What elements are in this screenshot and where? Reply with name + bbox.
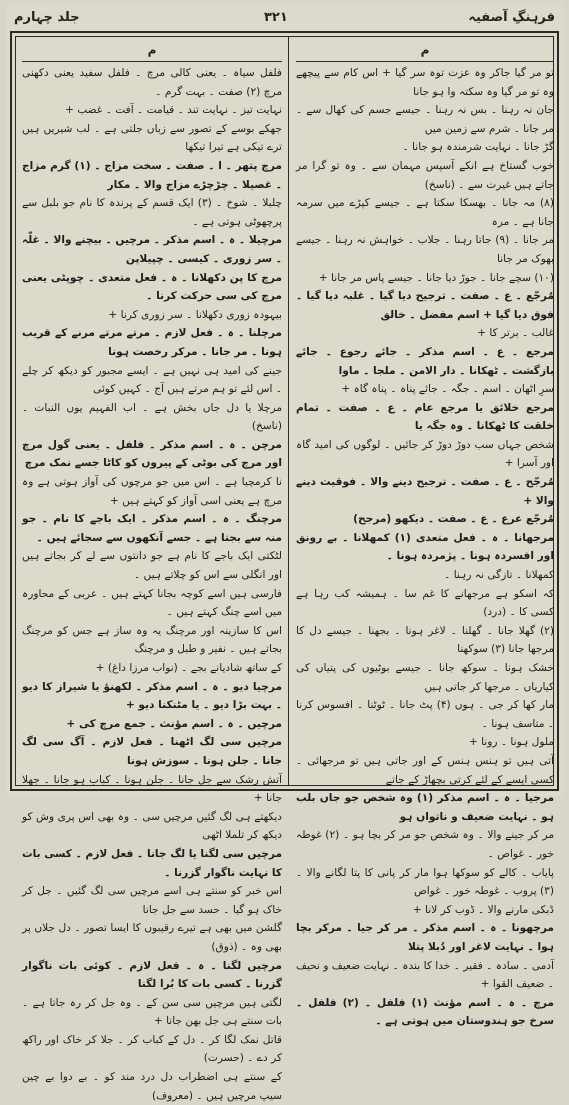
- dictionary-entry: چلبلا ۔ شوخ ۔ (۳) ایک قسم کے پرندہ کا نام جو بلبل سے پرچھوٹی ہوتی ہے ۔: [22, 197, 282, 228]
- right-column: [296, 41, 555, 1028]
- dictionary-entry: مرچیں لگنا ۔ ہ ۔ فعل لازم ۔ کوئی بات ناگوار گزرنا ۔ کسی بات کا بُرا لگنا: [22, 959, 282, 991]
- dictionary-entry: جینے کی امید ہی نہیں ہے ۔ ایسے مجبور کو دیکھ کر چلے ۔ اس لئے تو ہم مرتے ہیں آج ۔ کہیں کوئی: [22, 364, 282, 396]
- volume-label: جلد چہارم: [14, 10, 80, 25]
- dictionary-entry: قاتل نمک لگا کر ۔ دل کے کباب کر ۔ جلا کر خاک اور راکھ کر دے ۔ (حسرت): [22, 1033, 282, 1065]
- dictionary-entry: مرچن ۔ ہ ۔ اسم مذکر ۔ فلفل ۔ یعنی گول مرچ اور مرچ کی بوٹی کے پیروں کو کاٹا جسے نمک مرچ: [22, 438, 282, 470]
- dictionary-entry: آدمی ۔ سادہ ۔ فقیر ۔ خدا کا بندہ ۔ نہایت ضعیف و نحیف ۔ ضعیف القوا +: [296, 959, 554, 991]
- dictionary-entry: مرجع خلائق یا مرجع عام ۔ ع ۔ صفت ۔ تمام خلقت کا ٹھکانا ۔ وہ جگہ یا: [296, 401, 554, 433]
- dictionary-entry: (۱۰) سچے جانا ۔ جوڑ دیا جانا ۔ جیسے پاس مر جانا +: [318, 271, 554, 284]
- column-divider: [288, 37, 289, 785]
- dictionary-entry: مرجیا ۔ ہ ۔ اسم مذکر (۱) وہ شخص جو جاں بلب ہو ۔ نہایت ضعیف و ناتواں ہو: [296, 792, 555, 823]
- dictionary-entry: کے سنتے ہی اضطراب دل درد مند کو ۔ بے دوا بے چین سیپ مرچیں ہیں ۔ (معروف): [22, 1071, 282, 1102]
- dictionary-entry: فلفل سیاہ ۔ یعنی کالی مرچ ۔ فلفل سفید یعنی دکھنی مرچ (۲) صفت ۔ بہت گرم ۔: [22, 67, 282, 98]
- dictionary-entry: شخص جہاں سب دوڑ دوڑ کر جائیں ۔ لوگوں کی امید گاہ اور آسرا +: [296, 438, 554, 470]
- dictionary-entry: (۲) گھلا جانا ۔ گھلنا ۔ لاغر ہونا ۔ بجھنا ۔ جیسے دل کا مرجھا جانا (۳) سوکھنا: [296, 624, 554, 656]
- page-number: ۳۲۱: [264, 10, 288, 25]
- dictionary-entry: لگتی ہیں مرچیں سی سن کے ۔ وہ جل کر رہ جاتا ہے ۔ بات سنتے ہی جل بھن جانا +: [22, 996, 282, 1028]
- dictionary-entry: آتش رشک سے جل جانا ۔ جلن ہونا ۔ کباب ہو جانا ۔ جھلا جانا +: [22, 773, 282, 805]
- right-column-entries: [296, 64, 554, 1031]
- dictionary-entry: خشک ہونا ۔ سوکھ جانا ۔ جیسے بوٹیوں کی پتیاں کی کیاریاں ۔ مرجھا کر جاتی ہیں: [296, 662, 554, 693]
- dictionary-entry: مرچیا دیو ۔ ہ ۔ اسم مذکر ۔ لکھنؤ یا شیراز کا دیو ۔ بہت بڑا دیو ۔ یا مٹنکنا دیو +: [22, 680, 282, 712]
- left-column-heading: م: [22, 41, 282, 62]
- dictionary-entry: مرچھونا ۔ ہ ۔ اسم مذکر ۔ مر کر جیا ۔ مرکر بچا ہوا ۔ نہایت لاغر اور دُبلا پتلا: [296, 922, 554, 953]
- left-column: [22, 41, 282, 1102]
- dictionary-entry: مرجع ۔ ع ۔ اسم مذکر ۔ جائے رجوع ۔ جائے بازگشت ۔ ٹھکانا ۔ دار الامن ۔ ملجا ۔ ماوا: [296, 345, 554, 377]
- dictionary-entry: پایاب ۔ کالے کو سوکھا ہوا مار کر پانی کا پتا لگانے والا ۔ (۳) پروب ۔ غوطہ خور ۔ غواص: [296, 866, 554, 898]
- dictionary-entry: مرچیں سی لگ اٹھنا ۔ فعل لازم ۔ آگ سی لگ جانا ۔ جلن ہونا ۔ سوزش ہونا: [22, 736, 282, 767]
- text-frame: [10, 31, 559, 1102]
- book-title: فرہنگِ آصفیہ: [468, 10, 555, 25]
- dictionary-entry: مُرجّع ۔ ع ۔ صفت ۔ ترجیح دیا گیا ۔ غلبہ دیا گیا ۔ فوق دیا گیا + اسم مفضل ۔ خالق: [296, 290, 554, 321]
- dictionary-entry: تو مر گیا جاکر وہ عزت توہ سر گیا + اس کام سے پیچھے وہ تو مر گیا وہ سکتہ وا ہو جانا: [296, 67, 554, 98]
- dictionary-entry: جان نہ رہنا ۔ بس نہ رہنا ۔ جیسے جسم کی کھال سے ۔ مر جانا ۔ شرم سے زمین میں: [296, 104, 554, 135]
- dictionary-entry: اس خبر کو سنتے ہی اسے مرچیں سی لگ گئیں ۔ جل کر خاک ہو گیا ۔ حسد سے جل جانا: [22, 885, 282, 916]
- dictionary-entry: مرچ کا پن دکھلانا ۔ ہ ۔ فعل متعدی ۔ چوپٹی یعنی مرچ کی سی حرکت کرنا ۔: [22, 271, 282, 303]
- dictionary-entry: جھکے بوسے کے تصور سے زباں جلتی ہے ۔ لب شیریں ہیں ترے تیکی ہے تیرا تیکھا: [22, 122, 282, 154]
- dictionary-entry: مُرجّع عرع ۔ ع ۔ صفت ۔ دیکھو (مرجح): [353, 513, 554, 526]
- dictionary-entry: مرچیں ۔ ہ ۔ اسم مؤنث ۔ جمع مرچ کی +: [66, 717, 282, 730]
- dictionary-entry: خوب گستاخ ہے انکے آسپس مہمان سے ۔ وہ تو گرا مر جاتے ہیں غیرت سے ۔ (ناسخ): [296, 159, 554, 191]
- dictionary-entry: سرِ اٹھان ۔ اسم ۔ جگہ ۔ جائے پناہ ۔ پناہ گاہ +: [341, 383, 554, 396]
- dictionary-entry: (۸) مہ جانا ۔ بھسکا سکتا ہے ۔ جیسے کپڑے میں سرمہ جانا ہے ۔ مرہ: [296, 197, 554, 228]
- dictionary-entry: کہ اسکو ہے مرجھانے کا غم سا ۔ ہمیشہ کب رہا ہے کسی کا ۔ (درد): [296, 587, 554, 619]
- dictionary-entry: اس کا سازینہ اور مرچنگ یہ وہ ساز ہے جس کو مرچنگ بجاتے ہیں ۔ نفیر و طبل و مرچنگ: [22, 624, 282, 656]
- dictionary-entry: مرچلا یا دل جاں بخش ہے ۔ اب الفہیم یوں النبات ۔ (ناسخ): [22, 401, 282, 433]
- dictionary-entry: مرجھانا ۔ ہ ۔ فعل متعدی (۱) کمھلانا ۔ بے رونق اور افسردہ ہونا ۔ پژمردہ ہونا ۔: [296, 531, 555, 563]
- dictionary-entry: غالب ۔ برتر کا +: [477, 327, 554, 340]
- dictionary-entry: کمھلانا ۔ تازگی نہ رہنا ۔: [444, 569, 554, 582]
- dictionary-entry: مر کر جینے والا ۔ وہ شخص جو مر کر بچا ہو ۔ (۲) غوطہ خور ۔ غواص ۔: [296, 829, 555, 860]
- right-column-heading: م: [296, 41, 554, 62]
- dictionary-entry: ڈبکی مارنے والا ۔ ڈوب کر لانا +: [412, 903, 554, 916]
- page-header: [6, 4, 563, 30]
- dictionary-entry: مُرجّح ۔ ع ۔ صفت ۔ ترجیح دینے والا ۔ فوقیت دینے والا +: [296, 476, 554, 507]
- dictionary-page: [6, 4, 563, 1102]
- text-frame-inner: [15, 36, 555, 1102]
- dictionary-entry: نا کرمچیا ہے ۔ اس میں جو مرچوں کی آواز ہوتی ہے وہ مرچ ہے یعنی اسی آواز کو کہتے ہیں +: [22, 476, 282, 507]
- dictionary-entry: مر جانا ۔ (۹) جاتا رہنا ۔ جلاب ۔ خواہش نہ رہنا ۔ جیسے بھوک مر جانا: [296, 234, 554, 265]
- dictionary-entry: مرچ ۔ ہ ۔ اسم مؤنث (۱) فلفل ۔ (۲) فلفل ۔ سرخ جو ہندوستان میں ہوتی ہے ۔: [296, 996, 554, 1028]
- dictionary-entry: نہایت تیز ۔ نہایت تند ۔ قیامت ۔ آفت ۔ غضب +: [64, 104, 282, 117]
- dictionary-entry: بیہودہ زوری دکھلانا ۔ سر زوری کرنا +: [108, 308, 282, 321]
- dictionary-entry: آتی ہیں تو ہنس ہنس کے اور جاتی ہیں تو مرجھائی ۔ کسی ایسے کے لئے کرتی بچھاڑ کے جاتے: [296, 754, 554, 786]
- dictionary-entry: مرچ پتھر ۔ ا ۔ صفت ۔ سخت مزاج ۔ (۱) گرم مزاج ۔ غصیلا ۔ چڑچڑے مزاج والا ۔ مکار: [22, 159, 282, 191]
- dictionary-entry: گڑ جانا ۔ نہایت شرمندہ ہو جانا ۔: [402, 141, 554, 154]
- dictionary-entry: مرچلنا ۔ ہ ۔ فعل لازم ۔ مرتے مرتے مرنے کے قریب ہونا ۔ مر جانا ۔ مرکر رخصت ہونا: [22, 327, 282, 358]
- dictionary-entry: مرچیں سی لگنا یا لگ جانا ۔ فعل لازم ۔ کسی بات کا نہایت ناگوار گزرنا ۔: [22, 847, 282, 879]
- dictionary-entry: مار کھا کر جی ۔ ہوں (۴) پٹ جانا ۔ ٹوٹنا ۔ افسوس کرنا ۔ متاسف ہونا ۔: [296, 699, 554, 730]
- dictionary-entry: لٹکتی ایک باجے کا نام ہے جو دانتوں سے لے کر بجاتے ہیں اور انگلی سے اس کو چلاتے ہیں ۔: [22, 550, 282, 582]
- dictionary-entry: فارسی ہیں اسے کوچہ بجانا کہتے ہیں ۔ عربی کے محاورہ میں اسے چنگ کہتے ہیں ۔: [22, 587, 282, 619]
- left-column-entries: [22, 64, 282, 1105]
- dictionary-entry: دیکھتے ہی لگ گئیں مرچیں سی ۔ وہ بھی اس پری وش کو دیکھ کر تلملا اٹھی: [22, 810, 282, 842]
- dictionary-entry: کے ساتھ شادیانے بجے ۔ (نواب مرزا داغ) +: [95, 662, 282, 674]
- dictionary-entry: ملول ہونا ۔ رونا +: [468, 736, 554, 749]
- dictionary-entry: گلشن میں بھی ہے تیرے رقیبوں کا ایسا تصور ۔ دل جلاں پر بھی وہ ۔ (ذوق): [22, 922, 282, 953]
- dictionary-entry: مرچنگ ۔ ہ ۔ اسم مذکر ۔ ایک باجے کا نام ۔ جو منہ سے بجتا ہے ۔ جسے آنکھوں سے سجائے ہیں ۔: [22, 513, 282, 544]
- dictionary-entry: مرچیلا ۔ ہ ۔ اسم مذکر ۔ مرچیں ۔ بیچنے والا ۔ غلّہ ۔ سر زوری ۔ کیسی ۔ چپیلاپن: [22, 234, 282, 265]
